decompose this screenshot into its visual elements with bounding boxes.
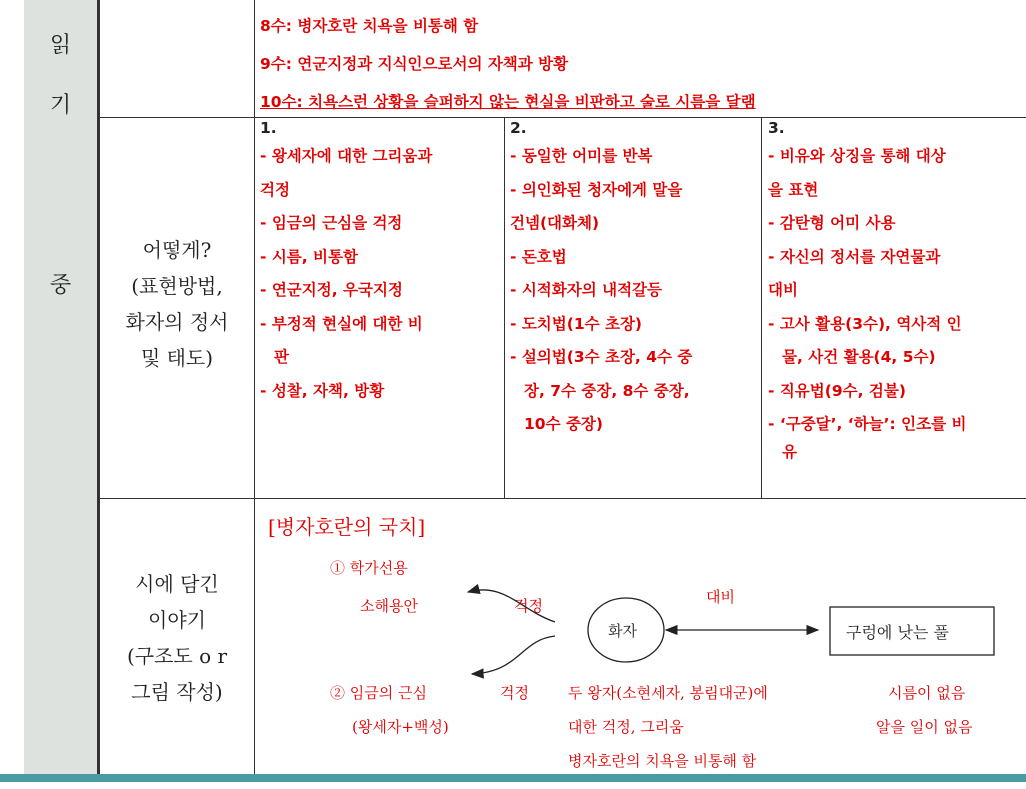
col-line: - 임금의 근심을 걱정 [260, 214, 403, 232]
noworry-line1: 시름이 없음 [888, 684, 966, 702]
col-line: - ‘구중달’, ‘하늘’: 인조를 비 [768, 415, 967, 433]
worry-label-2: 걱정 [500, 684, 529, 702]
col-line: - 자신의 정서를 자연물과 [768, 247, 941, 266]
col-line: 장, 7수 중장, 8수 중장, [524, 381, 690, 400]
story-label-line: (구조도 o r [126, 644, 228, 668]
story-label-line: 그림 작성) [131, 680, 223, 704]
col-line: - 동일한 어미를 반복 [510, 147, 653, 165]
noworry-line2: 알을 일이 없음 [876, 718, 973, 736]
col-line: - 시적화자의 내적갈등 [510, 281, 662, 299]
col-line: 대비 [768, 281, 798, 299]
col-line: - 연군지정, 우국지정 [260, 281, 403, 299]
col-line: 판 [274, 348, 289, 366]
bottom-accent-bar [0, 774, 1026, 782]
col-line: 유 [782, 442, 797, 461]
col-line: - 돈호법 [510, 247, 567, 266]
col-line: - 감탄형 어미 사용 [768, 214, 896, 232]
col-line: - 성찰, 자책, 방황 [260, 381, 385, 400]
how-label-line: 및 태도) [140, 346, 214, 370]
col-number: 2. [510, 119, 527, 137]
col-line: - 부정적 현실에 대한 비 [260, 314, 423, 333]
princes-line1: 두 왕자(소현세자, 봉림대군)에 [568, 684, 768, 702]
arrow-to-item1 [468, 590, 555, 622]
side-char-jung: 중 [49, 273, 72, 298]
col-line: 물, 사건 활용(4, 5수) [782, 348, 936, 366]
col-line: - 비유와 상징을 통해 대상 [768, 147, 946, 165]
contrast-label: 대비 [706, 588, 735, 606]
how-label-line: (표현방법, [131, 274, 223, 298]
col-line: 을 표현 [768, 180, 819, 199]
item1-line1: ① 학가선용 [330, 559, 408, 577]
speaker-label: 화자 [608, 622, 637, 640]
arrow-to-item2 [472, 636, 555, 674]
col-number: 1. [260, 119, 277, 137]
col-line: - 시름, 비통함 [260, 247, 358, 266]
side-char-gi: 기 [49, 93, 72, 118]
princes-line2: 대한 걱정, 그리움 [568, 718, 684, 736]
grass-label: 구렁에 낫는 풀 [846, 623, 949, 642]
item2-line2: (왕세자+백성) [352, 718, 449, 736]
col-line: - 설의법(3수 초장, 4수 중 [510, 348, 693, 366]
col-number: 3. [768, 119, 785, 137]
col-line: - 고사 활용(3수), 역사적 인 [768, 314, 962, 333]
row-10: 10수: 치욕스런 상황을 슬퍼하지 않는 현실을 비판하고 술로 시름을 달램 [260, 93, 756, 111]
princes-line3: 병자호란의 치욕을 비통해 함 [568, 752, 757, 770]
col-line: 건넴(대화체) [510, 214, 600, 232]
item1-line2: 소해용안 [360, 597, 418, 615]
how-label-line: 화자의 정서 [125, 310, 229, 334]
col-line: - 왕세자에 대한 그리움과 [260, 147, 433, 165]
item2-line1: ② 임금의 근심 [330, 684, 427, 702]
story-title: [병자호란의 국치] [268, 515, 426, 539]
side-char-read: 읽 [49, 33, 72, 58]
col-line: - 직유법(9수, 검불) [768, 381, 906, 400]
col-line: 걱정 [260, 180, 290, 199]
row-9: 9수: 연군지정과 지식인으로서의 자책과 방황 [260, 55, 569, 73]
worry-label-1: 걱정 [514, 597, 543, 615]
col-line: - 도치법(1수 초장) [510, 314, 643, 333]
col-line: 10수 중장) [524, 415, 603, 433]
col-line: - 의인화된 청자에게 말을 [510, 180, 683, 199]
story-label-line: 시에 담긴 [135, 572, 219, 596]
story-label-line: 이야기 [148, 608, 206, 632]
how-label-line: 어떻게? [142, 238, 212, 262]
row-8: 8수: 병자호란 치욕을 비통해 함 [260, 17, 479, 35]
